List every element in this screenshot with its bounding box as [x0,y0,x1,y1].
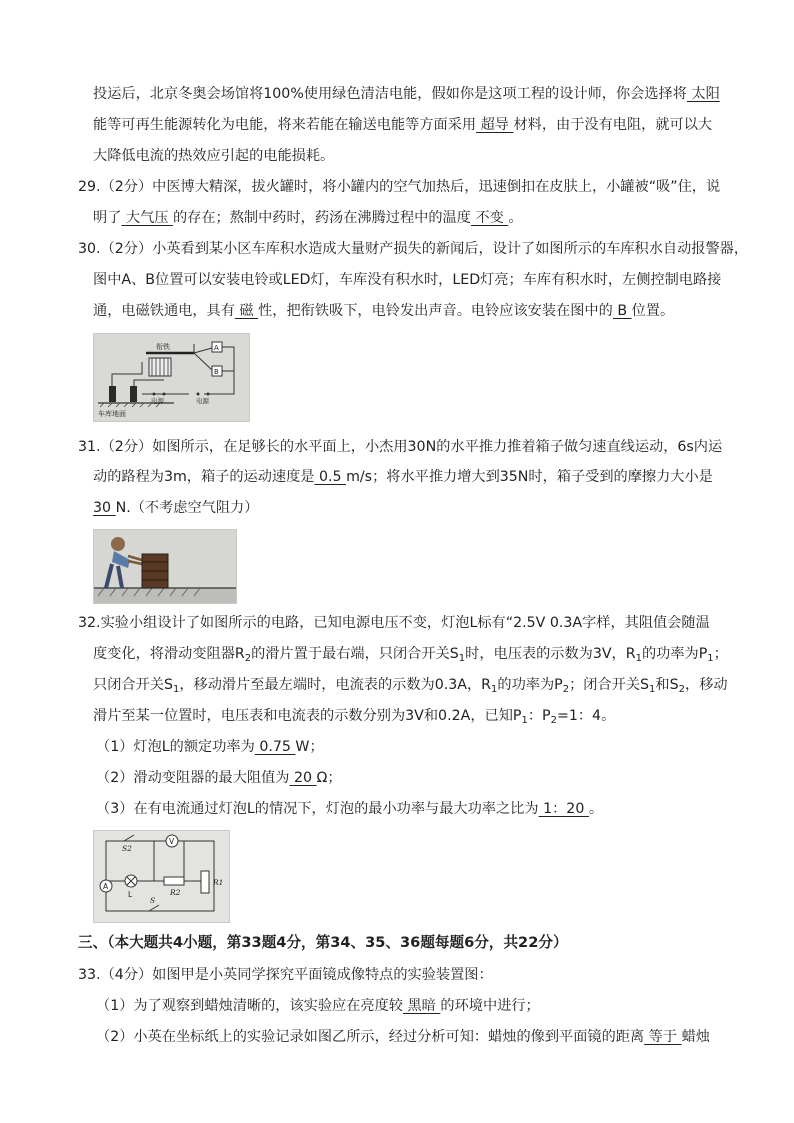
switch-s2-label: S2 [122,844,132,853]
text-segment: 图中A、B位置可以安装电铃或LED灯，车库没有积水时，LED灯亮；车库有积水时，左侧控制电路接 [93,272,722,288]
garage-alarm-figure [93,333,250,422]
subscript: 2 [678,684,685,695]
answer-blank: 超导 [476,117,514,133]
answer-blank: 20 [289,770,317,786]
question-30-line [93,270,721,290]
section-3-heading [78,933,568,953]
text-segment: 的滑片置于最右端，只闭合开关S [251,646,459,662]
answer-blank: 30 [93,500,116,516]
position-b-label: B [214,368,219,376]
text-segment: 明了 [93,210,122,226]
text-segment: 的功率为P [497,677,563,693]
text-segment: 滑片至某一位置时，电压表和电流表的示数分别为3V和0.2A，已知P [93,708,522,724]
armature-label: 衔铁 [156,343,170,351]
text-segment: 的存在；熬制中药时，药汤在沸腾过程中的温度 [172,210,471,226]
pushing-box-illustration [94,530,236,603]
text-segment: 的环境中进行； [440,998,540,1014]
question-29-line [78,177,720,197]
answer-blank: 0.5 [314,469,347,485]
voltmeter-label: V [169,837,175,846]
text-segment: 只闭合开关S [93,677,173,693]
question-32-part-2 [96,768,342,788]
power-label-1: 电源 [151,397,164,405]
text-segment: 三、（本大题共4小题，第33题4分，第34、35、36题每题6分，共22分） [78,934,568,951]
text-segment: ； [713,646,728,662]
text-segment: 31.（2分）如图所示，在足够长的水平面上，小杰用30N的水平推力推着箱子做匀速直线运动，6s内运 [78,439,723,455]
subscript: 1 [172,684,180,695]
question-31-line [93,498,258,518]
text-segment: 大降低电流的热效应引起的电能损耗。 [93,148,335,164]
answer-blank: 太阳 [686,86,720,102]
bulb-l-label: L [128,890,133,899]
text-segment: （2）滑动变阻器的最大阻值为 [96,770,290,786]
answer-blank: 1：20 [538,801,589,817]
question-32-line [93,675,728,695]
text-line [93,84,720,104]
circuit-diagram [94,831,229,922]
power-label-2: 电源 [196,397,209,405]
question-32-part-3 [96,799,603,819]
subscript: 1 [491,684,498,695]
question-32-line [78,613,710,633]
text-segment: （1）为了观察到蜡烛清晰的，该实验应在亮度较 [96,998,403,1014]
text-segment: 通，电磁铁通电，具有 [93,303,235,319]
text-segment: 。 [508,210,523,226]
text-segment: 投运后，北京冬奥会场馆将100%使用绿色清洁电能，假如你是这项工程的设计师，你会选择将 [93,86,687,102]
text-segment: 蜡烛 [681,1029,710,1045]
answer-blank: 大气压 [121,210,173,226]
position-a-label: A [214,344,219,352]
resistor-r2-label: R2 [170,888,181,897]
garage-floor-label: 车库地面 [98,410,126,418]
subscript: 2 [244,653,252,664]
question-33-line [78,965,493,985]
text-segment: 33.（4分）如图甲是小英同学探究平面镜成像特点的实验装置图： [78,967,493,983]
text-segment: 29.（2分）中医博大精深，拔火罐时，将小罐内的空气加热后，迅速倒扣在皮肤上，小罐被“吸”住，说 [78,179,721,195]
text-segment: 材料，由于没有电阻，就可以大 [513,117,713,133]
question-32-line [93,706,615,726]
text-line [93,115,712,135]
text-segment: ，移动滑片至最左端时，电流表的示数为0.3A，R [179,677,492,693]
subscript: 1 [521,715,528,726]
text-segment: Ω； [316,770,342,786]
question-30-line [78,239,748,259]
question-31-line [93,467,713,487]
text-segment: 。 [588,801,604,817]
text-segment: W； [295,739,324,755]
text-segment: 位置。 [631,303,675,319]
question-30-line [93,301,674,321]
subscript: 1 [707,653,714,664]
switch-s-label: S [150,896,156,905]
question-29-line [93,208,523,228]
text-segment: 性，把衔铁吸下，电铃发出声音。电铃应该安装在图中的 [258,303,613,319]
text-segment: ，移动 [685,677,728,693]
subscript: 1 [458,653,466,664]
text-segment: ；闭合开关S [569,677,650,693]
text-segment: 动的路程为3m，箱子的运动速度是 [93,469,315,485]
text-segment: m/s；将水平推力增大到35N时，箱子受到的摩擦力大小是 [346,469,713,485]
ammeter-label: A [103,882,109,891]
subscript: 2 [562,684,570,695]
text-segment: 度变化，将滑动变阻器R [93,646,245,662]
text-segment: 时，电压表的示数为3V，R [465,646,636,662]
answer-blank: 磁 [234,303,259,319]
question-33-part-2 [96,1027,710,1047]
text-segment: （1）灯泡L的额定功率为 [96,739,255,755]
text-segment: 32.实验小组设计了如图所示的电路，已知电源电压不变，灯泡L标有“2.5V 0.3A字样，其阻值会随温 [78,615,710,631]
text-segment: 30.（2分）小英看到某小区车库积水造成大量财产损失的新闻后，设计了如图所示的车库积水自动报警器， [78,241,749,257]
text-segment: （3）在有电流通过灯泡L的情况下，灯泡的最小功率与最大功率之比为 [96,801,539,817]
text-line [93,146,334,166]
garage-alarm-diagram [94,334,249,421]
question-32-part-1 [96,737,324,757]
answer-blank: 等于 [644,1029,682,1045]
text-segment: 和S [655,677,679,693]
text-segment: N.（不考虑空气阻力） [115,500,259,516]
answer-blank: B [612,303,632,319]
text-segment: 的功率为P [641,646,708,662]
subscript: 1 [635,653,642,664]
answer-blank: 黑暗 [402,998,441,1014]
answer-blank: 0.75 [254,739,296,755]
subscript: 2 [550,715,557,726]
text-segment: =1：4。 [556,708,616,724]
text-segment: 能等可再生能源转化为电能，将来若能在输送电能等方面采用 [93,117,477,133]
pushing-box-figure [93,529,237,604]
circuit-figure [93,830,230,923]
question-33-part-1 [96,996,540,1016]
subscript: 1 [649,684,656,695]
question-31-line [78,437,722,457]
answer-blank: 不变 [470,210,509,226]
text-segment: （2）小英在坐标纸上的实验记录如图乙所示，经过分析可知：蜡烛的像到平面镜的距离 [96,1029,645,1045]
question-32-line [93,644,728,664]
text-segment: ：P [527,708,551,724]
resistor-r1-label: R1 [213,878,224,887]
